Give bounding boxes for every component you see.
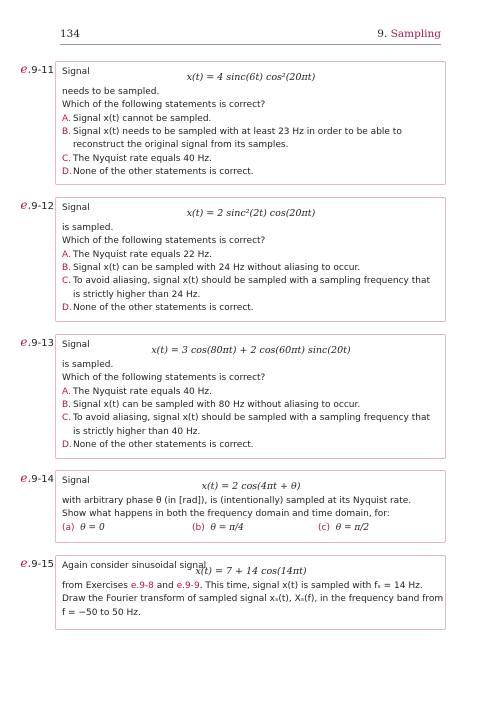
exercise-intro: Again consider sinusoidal signal xyxy=(62,561,207,571)
exercise-intro: Signal xyxy=(62,476,90,486)
part-a: (a) θ = 0 xyxy=(62,522,105,533)
exercise-label: e.9-13 xyxy=(20,335,54,349)
chapter-number: 9. xyxy=(377,28,388,40)
exercise-9-11 xyxy=(10,61,446,185)
option-b: B. Signal x(t) can be sampled with 24 Hz without aliasing to occur. xyxy=(62,263,361,274)
exercise-question: Which of the following statements is correct? xyxy=(62,236,266,247)
part-b: (b) θ = π/4 xyxy=(192,522,244,533)
exercise-reference-link[interactable]: e.9-9 xyxy=(176,580,200,591)
exercise-equation: x(t) = 7 + 14 cos(14πt) xyxy=(195,566,307,578)
page-number: 134 xyxy=(60,28,81,40)
exercise-9-14 xyxy=(10,470,446,543)
chapter-title xyxy=(377,28,441,40)
option-a: A. The Nyquist rate equals 40 Hz. xyxy=(62,386,212,397)
option-d: D. None of the other statements is correct. xyxy=(62,303,254,314)
exercise-label: e.9-14 xyxy=(20,471,54,485)
exercise-equation: x(t) = 4 sinc(6t) cos²(20πt) xyxy=(186,72,316,84)
exercise-text-line-2: Draw the Fourier transform of sampled signal xₛ(t), Xₛ(f), in the frequency band from xyxy=(62,594,444,605)
exercise-after: is sampled. xyxy=(62,359,114,370)
exercise-label: e.9-15 xyxy=(20,556,54,570)
exercise-text-line-3: f = −50 to 50 Hz. xyxy=(62,607,141,618)
exercise-intro: Signal xyxy=(62,203,90,213)
option-b: B. Signal x(t) can be sampled with 80 Hz without aliasing to occur. xyxy=(62,400,361,411)
page-header xyxy=(60,28,441,45)
option-a: A. Signal x(t) cannot be sampled. xyxy=(62,113,212,124)
option-d: D. None of the other statements is correct. xyxy=(62,440,254,451)
exercise-question: Which of the following statements is correct? xyxy=(62,100,266,111)
exercise-label: e.9-12 xyxy=(20,198,54,212)
exercise-equation: x(t) = 2 cos(4πt + θ) xyxy=(201,481,301,493)
exercise-label: e.9-11 xyxy=(20,62,54,76)
option-d: D. None of the other statements is correct. xyxy=(62,167,254,178)
exercise-after: needs to be sampled. xyxy=(62,86,160,97)
exercise-9-12 xyxy=(10,197,446,322)
exercise-after: is sampled. xyxy=(62,222,114,233)
exercise-text-line-1: from Exercises e.9-8 and e.9-9. This time, signal x(t) is sampled with fₛ = 14 Hz. xyxy=(62,580,423,591)
exercise-equation: x(t) = 2 sinc²(2t) cos(20πt) xyxy=(186,208,316,220)
option-c: C. To avoid aliasing, signal x(t) should be sampled with a sampling frequency that is strictly higher than 40 Hz. xyxy=(62,413,430,437)
exercise-text-line-2: Show what happens in both the frequency domain and time domain, for: xyxy=(62,509,390,520)
exercise-intro: Signal xyxy=(62,67,90,77)
chapter-name: Sampling xyxy=(390,28,441,40)
exercise-parts xyxy=(62,522,440,536)
part-c: (c) θ = π/2 xyxy=(318,522,370,533)
option-c: C. The Nyquist rate equals 40 Hz. xyxy=(62,153,212,164)
exercise-9-13 xyxy=(10,334,446,459)
option-a: A. The Nyquist rate equals 22 Hz. xyxy=(62,249,212,260)
exercise-9-15 xyxy=(10,555,446,630)
exercise-question: Which of the following statements is correct? xyxy=(62,373,266,384)
exercise-intro: Signal xyxy=(62,340,90,350)
option-c: C. To avoid aliasing, signal x(t) should be sampled with a sampling frequency that is strictly higher than 24 Hz. xyxy=(62,276,430,300)
exercise-text-line-1: with arbitrary phase θ (in [rad]), is (intentionally) sampled at its Nyquist rate. xyxy=(62,495,412,506)
option-b: B. Signal x(t) needs to be sampled with at least 23 Hz in order to be able to reconstruct the original signal from its samples. xyxy=(62,127,402,151)
exercise-equation: x(t) = 3 cos(80πt) + 2 cos(60πt) sinc(20t) xyxy=(151,345,351,357)
exercise-reference-link[interactable]: e.9-8 xyxy=(130,580,154,591)
